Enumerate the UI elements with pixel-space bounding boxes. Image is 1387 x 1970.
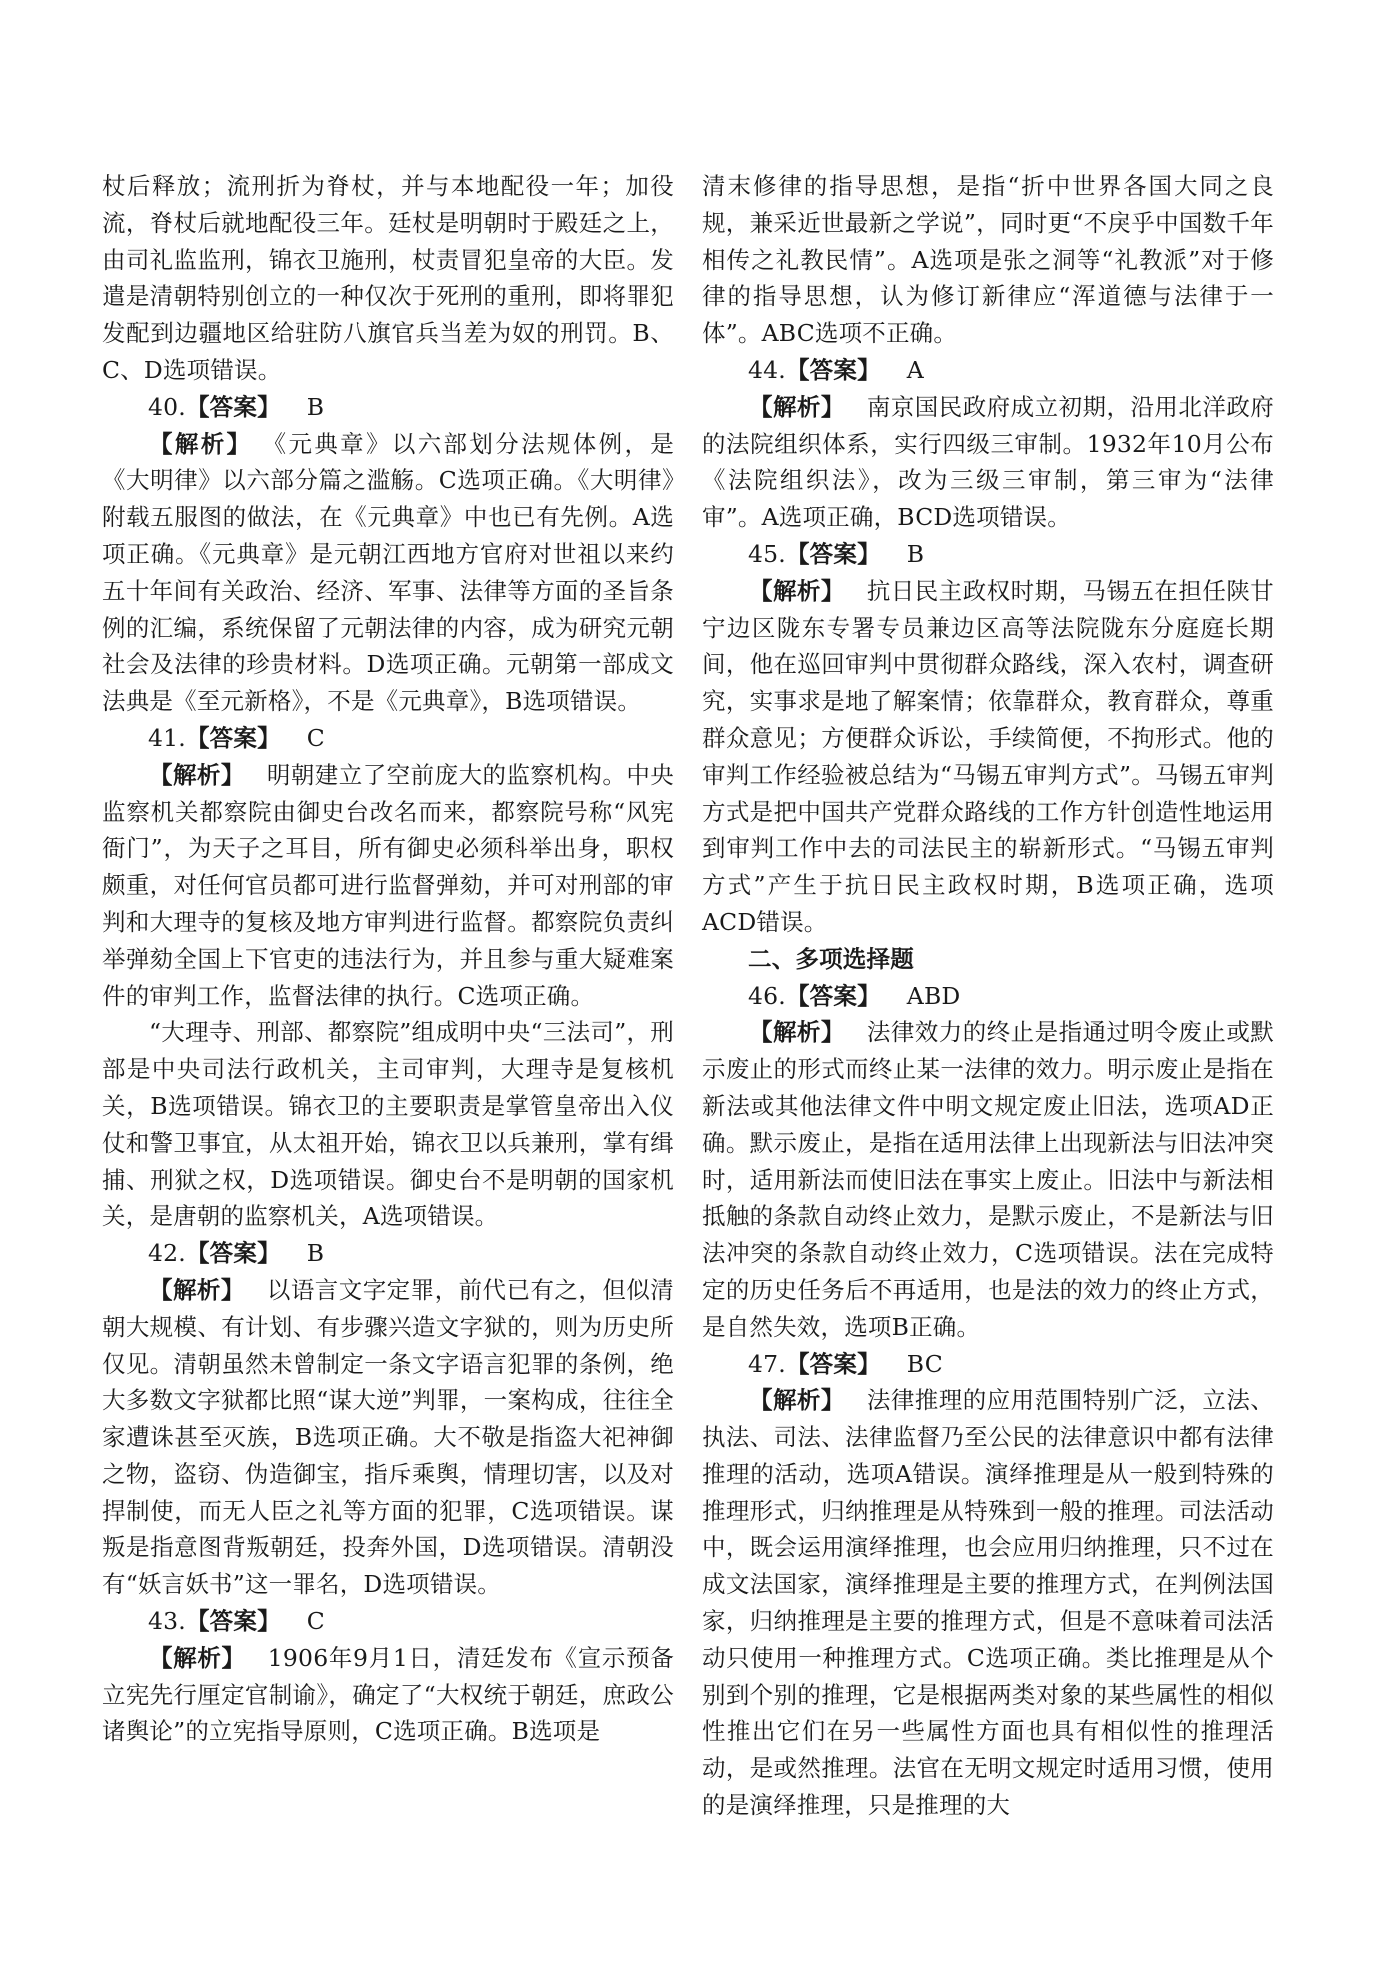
- explanation-tag: 【解析】: [749, 392, 845, 421]
- explanation-tag: 【解析】: [749, 1386, 845, 1415]
- explanation-47: [702, 1382, 1274, 1824]
- explanation-tag: 【解析】: [149, 429, 253, 458]
- question-number: 42.: [148, 1239, 186, 1268]
- explanation-text: 明朝建立了空前庞大的监察机构。中央监察机关都察院由御史台改名而来，都察院号称“风宪衙门”，为天子之耳目，所有御史必须科举出身，职权颇重，对任何官员都可进行监督弹劾，并可对刑部的审判和大理寺的复核及地方审判进行监督。都察院负责纠举弹劾全国上下官吏的违法行为，并且参与重大疑难案件的审判工作，监督法律的执行。C选项正确。: [102, 760, 674, 1010]
- explanation-43: [102, 1640, 674, 1750]
- answer-value: A: [906, 355, 924, 384]
- explanation-tag: 【解析】: [149, 1643, 246, 1672]
- explanation-41-continued: “大理寺、刑部、都察院”组成明中央“三法司”，刑部是中央司法行政机关，主司审判，大理寺是复核机关，B选项错误。锦衣卫的主要职责是掌管皇帝出入仪仗和警卫事宜，从太祖开始，锦衣卫以兵兼刑，掌有缉捕、刑狱之权，D选项错误。御史台不是明朝的国家机关，是唐朝的监察机关，A选项错误。: [102, 1018, 674, 1231]
- explanation-44: [702, 389, 1274, 536]
- question-number: 43.: [148, 1607, 186, 1636]
- answer-tag: 【答案】: [785, 981, 881, 1010]
- question-number: 47.: [748, 1349, 786, 1378]
- answer-line-44: [702, 352, 1274, 389]
- answer-line-45: [702, 536, 1274, 573]
- answer-value: ABD: [906, 981, 961, 1010]
- question-number: 40.: [148, 392, 186, 421]
- answer-tag: 【答案】: [185, 1607, 281, 1636]
- question-number: 45.: [748, 539, 786, 568]
- answer-value: B: [306, 392, 325, 421]
- answer-value: B: [906, 539, 925, 568]
- answer-value: C: [306, 723, 325, 752]
- answer-line-42: [102, 1235, 674, 1272]
- continuation-paragraph: 杖后释放；流刑折为脊杖，并与本地配役一年；加役流，脊杖后就地配役三年。廷杖是明朝时于殿廷之上，由司礼监监刑，锦衣卫施刑，杖责冒犯皇帝的大臣。发遣是清朝特别创立的一种仅次于死刑的重刑，即将罪犯发配到边疆地区给驻防八旗官兵当差为奴的刑罚。B、C、D选项错误。: [102, 172, 674, 384]
- question-number: 46.: [748, 981, 786, 1010]
- explanation-text: 法律推理的应用范围特别广泛，立法、执法、司法、法律监督乃至公民的法律意识中都有法律推理的活动，选项A错误。演绎推理是从一般到特殊的推理形式，归纳推理是从特殊到一般的推理。司法活动中，既会运用演绎推理，也会应用归纳推理，只不过在成文法国家，演绎推理是主要的推理方式，在判例法国家，归纳推理是主要的推理方式，但是不意味着司法活动只使用一种推理方式。C选项正确。类比推理是从个别到个别的推理，它是根据两类对象的某些属性的相似性推出它们在另一些属性方面也具有相似性的推理活动，是或然推理。法官在无明文规定时适用习惯，使用的是演绎推理，只是推理的大: [702, 1386, 1274, 1820]
- explanation-42: [102, 1272, 674, 1603]
- explanation-text: 南京国民政府成立初期，沿用北洋政府的法院组织体系，实行四级三审制。1932年10月公布《法院组织法》，改为三级三审制，第三审为“法律审”。A选项正确，BCD选项错误。: [702, 392, 1274, 532]
- question-number: 41.: [148, 723, 186, 752]
- explanation-tag: 【解析】: [149, 760, 245, 789]
- answer-tag: 【答案】: [185, 392, 281, 421]
- answer-tag: 【答案】: [785, 539, 881, 568]
- question-number: 44.: [748, 355, 786, 384]
- answer-line-47: [702, 1346, 1274, 1383]
- left-column: [102, 168, 674, 1750]
- explanation-text: 以语言文字定罪，前代已有之，但似清朝大规模、有计划、有步骤兴造文字狱的，则为历史所仅见。清朝虽然未曾制定一条文字语言犯罪的条例，绝大多数文字狱都比照“谋大逆”判罪，一案构成，往往全家遭诛甚至灭族，B选项正确。大不敬是指盗大祀神御之物，盗窃、伪造御宝，指斥乘舆，情理切害，以及对捍制使，而无人臣之礼等方面的犯罪，C选项错误。谋叛是指意图背叛朝廷，投奔外国，D选项错误。清朝没有“妖言妖书”这一罪名，D选项错误。: [102, 1275, 674, 1599]
- answer-tag: 【答案】: [785, 355, 881, 384]
- explanation-tag: 【解析】: [749, 1018, 845, 1047]
- explanation-text: 抗日民主政权时期，马锡五在担任陕甘宁边区陇东专署专员兼边区高等法院陇东分庭庭长期间，他在巡回审判中贯彻群众路线，深入农村，调查研究，实事求是地了解案情；依靠群众，教育群众，尊重群众意见；方便群众诉讼，手续简便，不拘形式。他的审判工作经验被总结为“马锡五审判方式”。马锡五审判方式是把中国共产党群众路线的工作方针创造性地运用到审判工作中去的司法民主的崭新形式。“马锡五审判方式”产生于抗日民主政权时期，B选项正确，选项ACD错误。: [702, 576, 1274, 936]
- explanation-45: [702, 573, 1274, 941]
- explanation-46: [702, 1014, 1274, 1345]
- answer-tag: 【答案】: [185, 1239, 281, 1268]
- explanation-text: 1906年9月1日，清廷发布《宣示预备立宪先行厘定官制谕》，确定了“大权统于朝廷，庶政公诸舆论”的立宪指导原则，C选项正确。B选项是: [102, 1643, 674, 1746]
- right-column: [702, 168, 1274, 1824]
- explanation-tag: 【解析】: [149, 1275, 245, 1304]
- explanation-text: 法律效力的终止是指通过明令废止或默示废止的形式而终止某一法律的效力。明示废止是指在新法或其他法律文件中明文规定废止旧法，选项AD正确。默示废止，是指在适用法律上出现新法与旧法冲突时，适用新法而使旧法在事实上废止。旧法中与新法相抵触的条款自动终止效力，是默示废止，不是新法与旧法冲突的条款自动终止效力，C选项错误。法在完成特定的历史任务后不再适用，也是法的效力的终止方式，是自然失效，选项B正确。: [702, 1018, 1274, 1341]
- explanation-40: [102, 426, 674, 720]
- explanation-41: [102, 757, 674, 1015]
- explanation-tag: 【解析】: [749, 576, 845, 605]
- answer-line-46: [702, 978, 1274, 1015]
- answer-line-41: [102, 720, 674, 757]
- answer-value: B: [306, 1239, 325, 1268]
- explanation-text: 《元典章》以六部划分法规体例，是《大明律》以六部分篇之滥觞。C选项正确。《大明律》附载五服图的做法，在《元典章》中也已有先例。A选项正确。《元典章》是元朝江西地方官府对世祖以来约五十年间有关政治、经济、军事、法律等方面的圣旨条例的汇编，系统保留了元朝法律的内容，成为研究元朝社会及法律的珍贵材料。D选项正确。元朝第一部成文法典是《至元新格》，不是《元典章》，B选项错误。: [102, 429, 674, 716]
- section-title: 二、多项选择题: [748, 944, 914, 973]
- continuation-paragraph: 清末修律的指导思想，是指“折中世界各国大同之良规，兼采近世最新之学说”，同时更“不戾乎中国数千年相传之礼教民情”。A选项是张之洞等“礼教派”对于修律的指导思想，认为修订新律应“浑道德与法律于一体”。ABC选项不正确。: [702, 172, 1274, 348]
- answer-tag: 【答案】: [185, 723, 281, 752]
- answer-line-43: [102, 1603, 674, 1640]
- answer-line-40: [102, 389, 674, 426]
- answer-value: C: [306, 1607, 325, 1636]
- answer-tag: 【答案】: [785, 1349, 881, 1378]
- answer-value: BC: [906, 1349, 943, 1378]
